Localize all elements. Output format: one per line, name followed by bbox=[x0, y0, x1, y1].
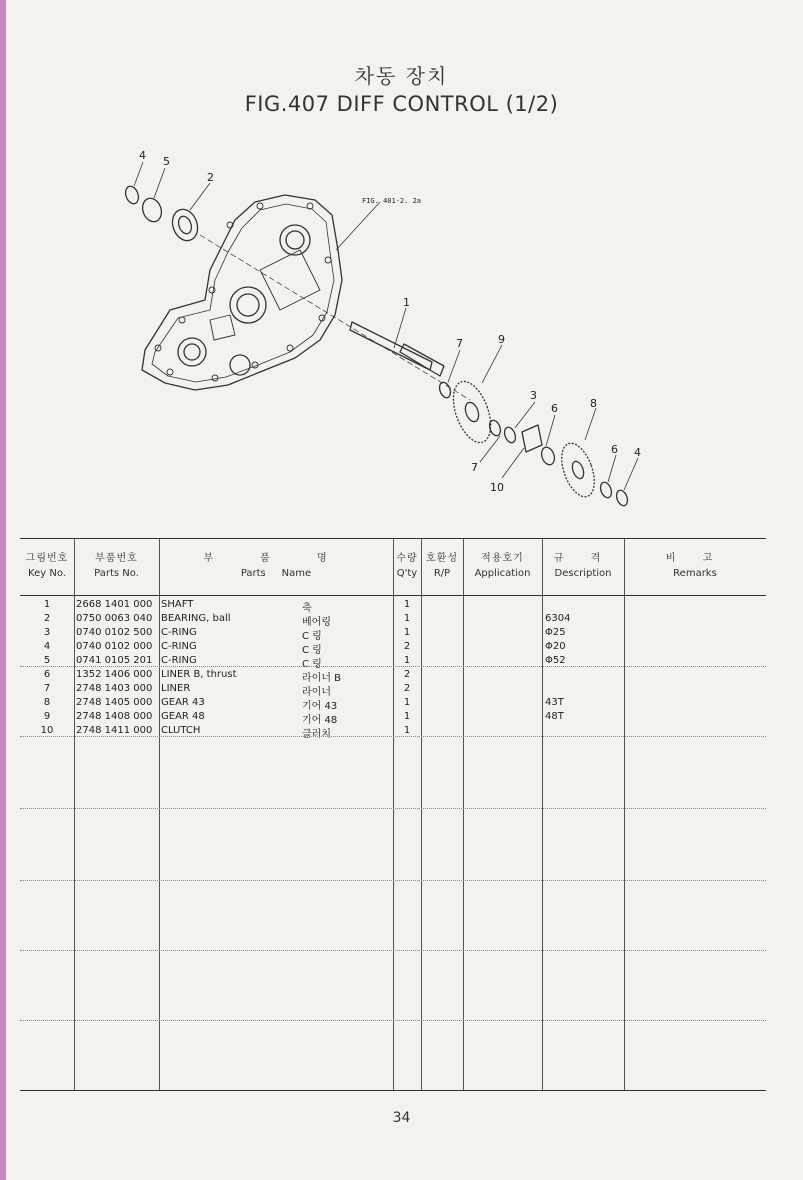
row-key: 5 bbox=[43, 655, 51, 666]
row-description: 6304 bbox=[545, 613, 571, 624]
row-part-number: 0750 0063 040 bbox=[76, 613, 153, 624]
row-key: 1 bbox=[43, 599, 51, 610]
table-row bbox=[20, 641, 766, 655]
table-row bbox=[20, 613, 766, 627]
row-part-name-korean: 베어링 bbox=[302, 617, 331, 628]
c-ring-5 bbox=[139, 196, 164, 225]
table-row bbox=[20, 683, 766, 697]
callout-8: 8 bbox=[590, 397, 597, 410]
diagram-drawing bbox=[110, 140, 670, 520]
group-rule bbox=[20, 808, 766, 809]
row-part-number: 0741 0105 201 bbox=[76, 655, 153, 666]
row-key: 7 bbox=[43, 683, 51, 694]
row-part-name-korean: 라이너 B bbox=[302, 673, 342, 684]
row-quantity: 1 bbox=[403, 627, 411, 638]
row-part-name-korean: C 링 bbox=[302, 659, 322, 670]
row-quantity: 1 bbox=[403, 697, 411, 708]
clutch bbox=[522, 425, 542, 452]
callout-4-b: 4 bbox=[634, 446, 641, 459]
row-key: 2 bbox=[43, 613, 51, 624]
row-quantity: 2 bbox=[403, 683, 411, 694]
header-description: 규 격 Description bbox=[553, 553, 613, 579]
row-part-number: 2748 1411 000 bbox=[76, 725, 153, 736]
binding-edge bbox=[0, 0, 6, 1180]
liner-b-6 bbox=[539, 445, 556, 466]
liner-7 bbox=[438, 381, 453, 399]
table-row bbox=[20, 599, 766, 613]
row-part-name: BEARING, ball bbox=[161, 613, 231, 624]
row-part-name: LINER bbox=[161, 683, 191, 694]
row-part-name: C-RING bbox=[161, 655, 197, 666]
row-key: 3 bbox=[43, 627, 51, 638]
row-quantity: 1 bbox=[403, 599, 411, 610]
row-quantity: 1 bbox=[403, 613, 411, 624]
row-quantity: 1 bbox=[403, 711, 411, 722]
row-part-number: 2748 1408 000 bbox=[76, 711, 153, 722]
row-part-name: GEAR 48 bbox=[161, 711, 205, 722]
group-rule bbox=[20, 1020, 766, 1021]
c-ring-3 bbox=[503, 426, 518, 444]
group-rule bbox=[20, 950, 766, 951]
row-part-name-korean: C 링 bbox=[302, 631, 322, 642]
row-part-name: CLUTCH bbox=[161, 725, 201, 736]
header-parts-no: 부품번호 Parts No. bbox=[94, 553, 139, 579]
row-part-number: 0740 0102 500 bbox=[76, 627, 153, 638]
row-description: Φ52 bbox=[545, 655, 566, 666]
gear-48 bbox=[446, 376, 498, 447]
row-description: 43T bbox=[545, 697, 564, 708]
row-part-number: 0740 0102 000 bbox=[76, 641, 153, 652]
c-ring-4 bbox=[123, 184, 140, 205]
row-part-name: GEAR 43 bbox=[161, 697, 205, 708]
row-key: 8 bbox=[43, 697, 51, 708]
callout-7: 7 bbox=[456, 337, 463, 350]
page-number: 34 bbox=[392, 1110, 411, 1126]
row-key: 9 bbox=[43, 711, 51, 722]
group-rule bbox=[20, 666, 766, 667]
bearing bbox=[168, 206, 201, 244]
row-part-name-korean: 축 bbox=[302, 603, 312, 614]
row-part-name: C-RING bbox=[161, 627, 197, 638]
callout-3: 3 bbox=[530, 389, 537, 402]
page-title: FIG.407 DIFF CONTROL (1/2) bbox=[244, 92, 559, 116]
row-part-number: 1352 1406 000 bbox=[76, 669, 153, 680]
callout-10: 10 bbox=[490, 481, 504, 494]
row-part-name: SHAFT bbox=[161, 599, 194, 610]
row-description: Φ25 bbox=[545, 627, 566, 638]
callout-9: 9 bbox=[498, 333, 505, 346]
header-key: 그림번호 Key No. bbox=[25, 553, 69, 579]
row-key: 4 bbox=[43, 641, 51, 652]
row-part-number: 2748 1403 000 bbox=[76, 683, 153, 694]
table-row bbox=[20, 627, 766, 641]
row-description: Φ20 bbox=[545, 641, 566, 652]
row-quantity: 1 bbox=[403, 725, 411, 736]
figure-reference: FIG. 401-2. 2a bbox=[362, 197, 422, 205]
row-part-name: LINER B, thrust bbox=[161, 669, 237, 680]
table-row bbox=[20, 669, 766, 683]
row-quantity: 1 bbox=[403, 655, 411, 666]
callout-2: 2 bbox=[207, 171, 214, 184]
row-part-number: 2748 1405 000 bbox=[76, 697, 153, 708]
row-part-name-korean: C 링 bbox=[302, 645, 322, 656]
page-title-korean: 차동 장치 bbox=[354, 64, 449, 88]
header-qty: 수량 Q'ty bbox=[396, 553, 418, 579]
header-parts-name: 부 품 명 Parts Name bbox=[203, 553, 349, 579]
header-rule bbox=[20, 595, 766, 596]
row-part-name-korean: 클러치 bbox=[302, 729, 331, 740]
table-row bbox=[20, 711, 766, 725]
table-row bbox=[20, 697, 766, 711]
header-remarks: 비 고 Remarks bbox=[665, 553, 725, 579]
row-part-number: 2668 1401 000 bbox=[76, 599, 153, 610]
exploded-parts-diagram bbox=[110, 140, 670, 520]
row-key: 6 bbox=[43, 669, 51, 680]
group-rule bbox=[20, 880, 766, 881]
shaft bbox=[350, 322, 432, 370]
callout-5: 5 bbox=[163, 155, 170, 168]
group-rule bbox=[20, 736, 766, 737]
callout-6-b: 6 bbox=[611, 443, 618, 456]
row-key: 10 bbox=[40, 725, 54, 736]
row-part-name-korean: 기어 43 bbox=[302, 701, 338, 712]
row-part-name-korean: 라이너 bbox=[302, 687, 331, 698]
callout-4: 4 bbox=[139, 149, 146, 162]
row-part-name-korean: 기어 48 bbox=[302, 715, 338, 726]
callout-7-b: 7 bbox=[471, 461, 478, 474]
row-quantity: 2 bbox=[403, 669, 411, 680]
parts-table bbox=[20, 538, 766, 1091]
callout-6: 6 bbox=[551, 402, 558, 415]
gear-43 bbox=[555, 439, 600, 501]
header-application: 적용호기 Application bbox=[474, 553, 531, 579]
row-part-name: C-RING bbox=[161, 641, 197, 652]
callout-1: 1 bbox=[403, 296, 410, 309]
header-rp: 호환성 R/P bbox=[426, 553, 458, 579]
row-description: 48T bbox=[545, 711, 564, 722]
row-quantity: 2 bbox=[403, 641, 411, 652]
